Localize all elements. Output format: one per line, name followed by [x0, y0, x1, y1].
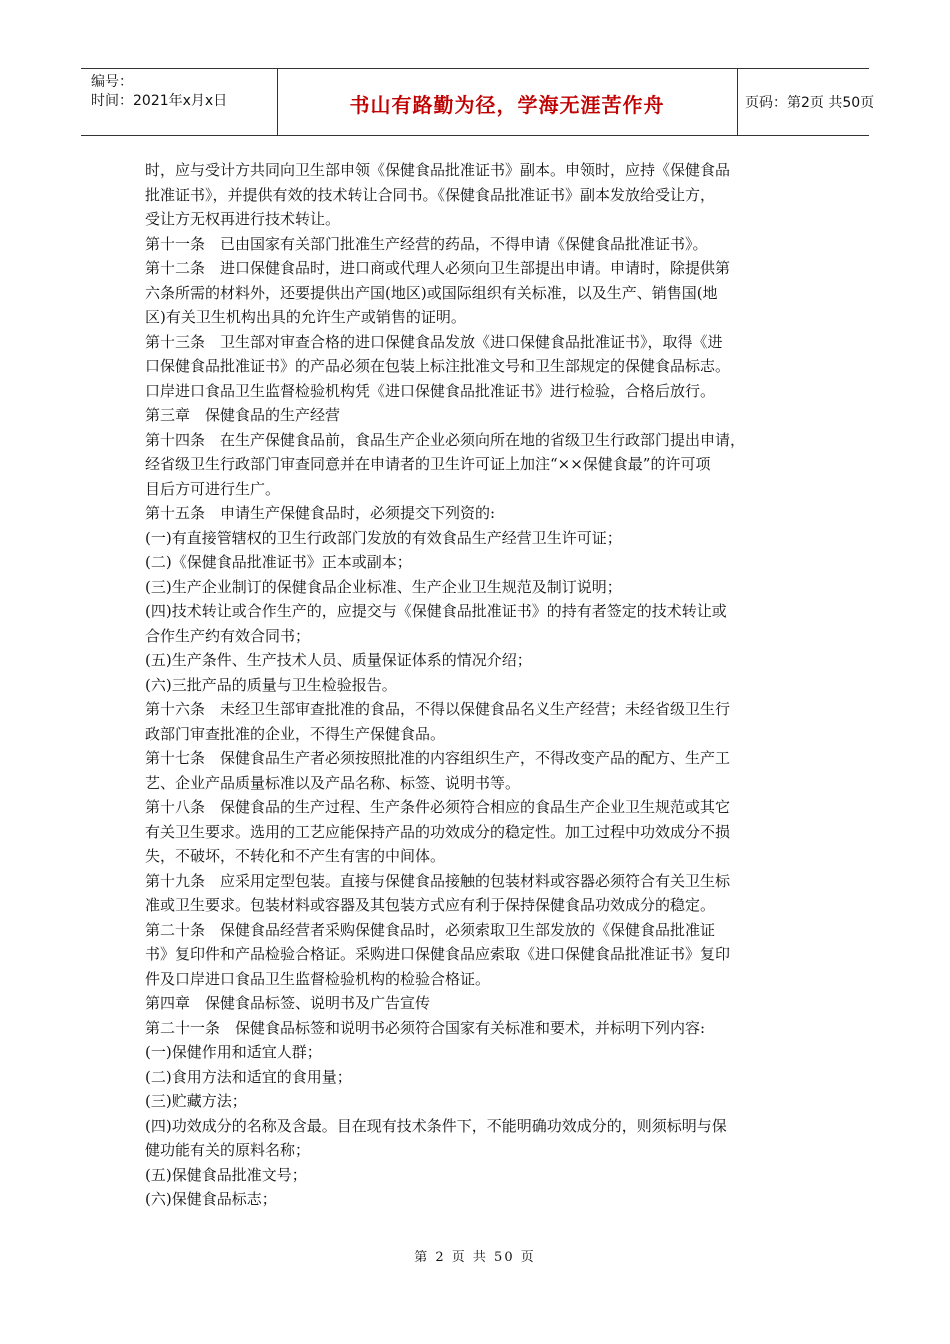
text-line: 健功能有关的原料名称； — [145, 1141, 311, 1159]
text-line: (四)技术转让或合作生产的，应提交与《保健食品批准证书》的持有者签定的技术转让或 — [145, 602, 727, 620]
text-line: 第十九条 应采用定型包装。直接与保健食品接触的包装材料或容器必须符合有关卫生标 — [145, 871, 731, 890]
header-motto: 书山有路勤为径，学海无涯苦作舟 — [349, 92, 665, 117]
text-line: 受让方无权再进行技术转让。 — [145, 210, 341, 228]
text-line: 第三章 保健食品的生产经营 — [145, 406, 341, 424]
text-line: 件及口岸进口食品卫生监督检验机构的检验合格证。 — [145, 969, 491, 988]
text-line: 第十二条 进口保健食品时，进口商或代理人必须向卫生部提出申请。申请时，除提供第 — [145, 259, 731, 277]
text-line: 区)有关卫生机构出具的允许生产或销售的证明。 — [145, 308, 466, 326]
text-line: 第二十一条 保健食品标签和说明书必须符合国家有关标准和要术，并标明下列内容: — [145, 1018, 706, 1037]
text-line: (五)生产条件、生产技术人员、质量保证体系的情况介绍； — [145, 651, 532, 669]
text-line: 第十八条 保健食品的生产过程、生产条件必须符合相应的食品生产企业卫生规范或其它 — [145, 798, 731, 816]
text-line: 经省级卫生行政部门审查同意并在申请者的卫生许可证上加注“××保健食最”的许可项 — [145, 455, 711, 473]
text-line: 书》复印件和产品检验合格证。采购进口保健食品应索取《进口保健食品批准证书》复印 — [145, 945, 731, 963]
header-motto-cell — [277, 69, 738, 135]
text-line: (三)贮藏方法； — [145, 1092, 247, 1110]
text-line: (六)三批产品的质量与卫生检验报告。 — [145, 675, 397, 694]
text-line: (五)保健食品批准文号； — [145, 1165, 307, 1184]
text-line: 口保健食品批准证书》的产品必须在包装上标注批准文号和卫生部规定的保健食品标志。 — [145, 357, 731, 375]
text-line: (一)保健作用和适宜人群； — [145, 1043, 322, 1061]
text-line: 合作生产约有效合同书； — [145, 626, 311, 645]
text-line: 六条所需的材料外，还要提供出产国(地区)或国际组织有关标准，以及生产、销售国(地 — [145, 283, 718, 302]
text-line: 有关卫生要求。选用的工艺应能保持产品的功效成分的稳定性。加工过程中功效成分不损 — [145, 822, 731, 841]
header-page-info: 页码：第2页 共50页 — [745, 95, 875, 111]
document-body — [145, 158, 815, 1212]
document-time-label: 时间：2021年x月x日 — [91, 93, 228, 109]
text-line: 第十七条 保健食品生产者必须按照批准的内容组织生产，不得改变产品的配方、生产工 — [145, 749, 731, 767]
text-line: 目后方可进行生广。 — [145, 479, 281, 498]
text-line: 第二十条 保健食品经营者采购保健食品时，必须索取卫生部发放的《保健食品批准证 — [145, 920, 716, 939]
text-line: 第十五条 申请生产保健食品时，必须提交下列资的: — [145, 504, 496, 522]
text-line: 准或卫生要求。包装材料或容器及其包装方式应有利于保持保健食品功效成分的稳定。 — [145, 896, 716, 914]
text-line: (二)《保健食品批准证书》正本或副本； — [145, 553, 412, 571]
text-line: 第十六条 未经卫生部审查批准的食品，不得以保健食品名义生产经营；未经省级卫生行 — [145, 700, 731, 718]
document-number-label: 编号： — [91, 74, 133, 90]
text-line: 艺、企业产品质量标准以及产品名称、标签、说明书等。 — [145, 773, 521, 792]
header-page-cell — [737, 69, 875, 135]
text-line: 政部门审查批准的企业，不得生产保健食品。 — [145, 724, 446, 743]
text-line: 口岸进口食品卫生监督检验机构凭《进口保健食品批准证书》进行检验，合格后放行。 — [145, 381, 716, 400]
text-line: (六)保健食品标志； — [145, 1190, 277, 1208]
page-footer: 第 2 页 共 50 页 — [414, 1250, 536, 1265]
text-line: (三)生产企业制订的保健食品企业标准、生产企业卫生规范及制订说明； — [145, 577, 622, 596]
text-line: 失，不破坏，不转化和不产生有害的中间体。 — [145, 847, 446, 865]
text-line: 第十四条 在生产保健食品前，食品生产企业必须向所在地的省级卫生行政部门提出申请， — [145, 430, 746, 449]
text-line: (一)有直接管辖权的卫生行政部门发放的有效食品生产经营卫生许可证； — [145, 528, 622, 547]
text-line: 时，应与受计方共同向卫生部申领《保健食品批准证书》副本。申领时，应持《保健食品 — [145, 161, 731, 179]
text-line: (四)功效成分的名称及含最。目在现有技术条件下，不能明确功效成分的，则须标明与保 — [145, 1116, 727, 1135]
text-line: 批准证书》，并提供有效的技术转让合同书。《保健食品批准证书》副本发放给受让方， — [145, 185, 716, 204]
page-header — [81, 68, 875, 136]
text-line: (二)食用方法和适宜的食用量； — [145, 1067, 352, 1086]
text-line: 第十三条 卫生部对审查合格的进口保健食品发放《进口保健食品批准证书》，取得《进 — [145, 332, 723, 351]
text-line: 第四章 保健食品标签、说明书及广告宣传 — [145, 994, 431, 1012]
text-line: 第十一条 已由国家有关部门批准生产经营的药品，不得申请《保健食品批准证书》。 — [145, 234, 708, 253]
header-info-cell — [81, 69, 278, 135]
